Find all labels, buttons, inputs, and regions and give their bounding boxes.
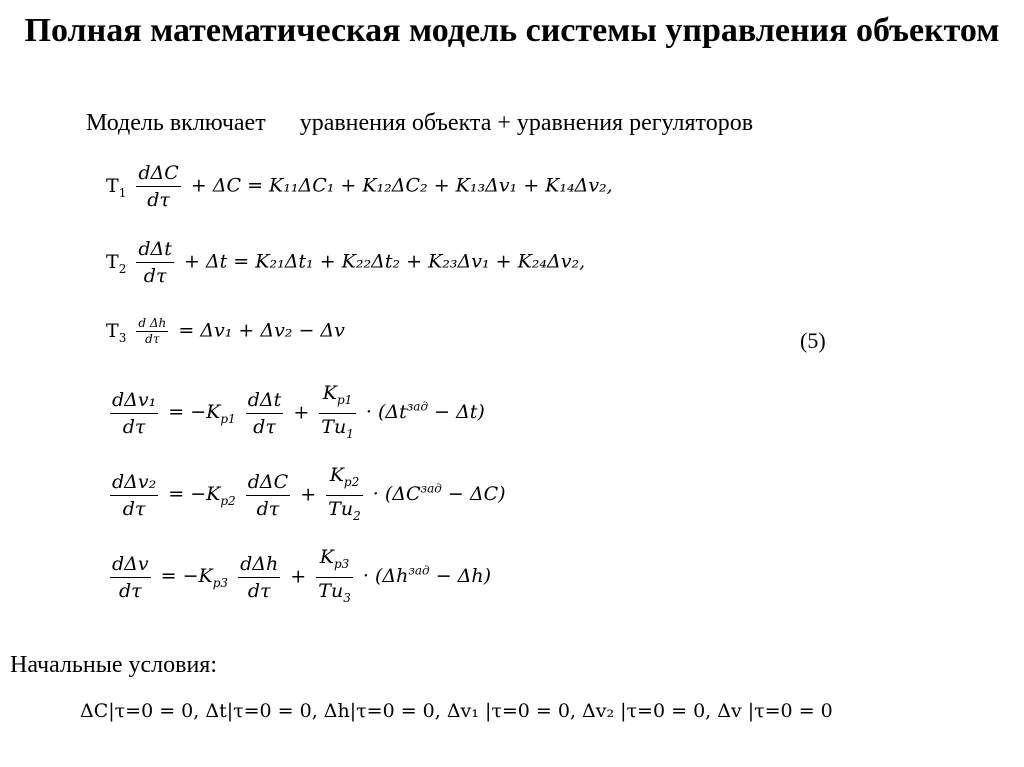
eq2-rhs: + Δt = K₂₁Δt₁ + K₂₂Δt₂ + K₂₃Δv₁ + K₂₄Δv₂,	[183, 250, 586, 273]
eq3-coef: $T_3$	[106, 319, 127, 345]
equation-1	[106, 160, 613, 213]
equation-3	[106, 316, 345, 347]
eq6-plus: +	[290, 565, 307, 588]
intro-prefix: Модель включает	[86, 110, 266, 136]
eq5-derivative: $\frac{\text{dΔC}}{d\tau}$	[247, 470, 289, 520]
eq2-coef: $T_2$	[106, 250, 127, 276]
eq4-gain: = $-K_{p1}$	[168, 401, 236, 427]
eq1-derivative: $\frac{\text{dΔC}}{d\tau}$	[138, 162, 179, 211]
intro-text: уравнения объекта + уравнения регуляторов	[299, 110, 754, 136]
eq6-ratio: $\frac{K_{p3}}{Tu_3}$	[318, 546, 351, 605]
model-description	[86, 110, 753, 137]
eq4-lhs: $\frac{\text{dΔv₁}}{d\tau}$	[112, 388, 157, 438]
page-title: Полная математическая модель системы управления объектом	[24, 12, 1000, 49]
eq3-derivative: $\frac{\text{d Δh}}{d\tau}$	[138, 316, 167, 346]
eq4-derivative: $\frac{\text{dΔt}}{d\tau}$	[247, 388, 282, 438]
equation-4	[106, 380, 485, 447]
equation-number: (5)	[800, 328, 826, 353]
eq1-coef: $T_1$	[106, 174, 127, 200]
eq5-tail: · $(\Delta C^{зад} - \Delta C)$	[372, 481, 506, 506]
eq5-plus: +	[300, 483, 317, 506]
equation-6	[106, 544, 491, 611]
eq6-tail: · $(\Delta h^{зад} - \Delta h)$	[362, 563, 492, 588]
equation-5	[106, 462, 506, 529]
eq6-derivative: $\frac{\text{dΔh}}{d\tau}$	[240, 552, 279, 602]
eq5-lhs: $\frac{\text{dΔv₂}}{d\tau}$	[112, 470, 157, 520]
equation-2	[106, 236, 585, 289]
eq4-plus: +	[293, 401, 310, 424]
eq2-derivative: $\frac{\text{dΔt}}{d\tau}$	[138, 238, 172, 287]
initial-conditions: ΔC|τ=0 = 0, Δt|τ=0 = 0, Δh|τ=0 = 0, Δv₁ |τ=0 = 0, Δv₂ |τ=0 = 0, Δv |τ=0 = 0	[80, 700, 833, 722]
eq5-gain: = $-K_{p2}$	[168, 483, 236, 509]
eq4-ratio: $\frac{K_{p1}}{Tu_1}$	[321, 382, 354, 441]
initial-conditions-label: Начальные условия:	[10, 652, 218, 678]
eq1-rhs: + ΔC = K₁₁ΔC₁ + K₁₂ΔC₂ + K₁₃Δv₁ + K₁₄Δv₂,	[190, 174, 613, 197]
eq6-gain: = $-K_{p3}$	[160, 565, 229, 591]
eq5-ratio: $\frac{K_{p2}}{Tu_2}$	[328, 464, 361, 523]
eq3-rhs: = Δv₁ + Δv₂ − Δv	[178, 319, 345, 342]
eq6-lhs: $\frac{\text{dΔv}}{d\tau}$	[112, 552, 149, 602]
eq4-tail: · $(\Delta t^{зад} - \Delta t)$	[365, 399, 485, 424]
